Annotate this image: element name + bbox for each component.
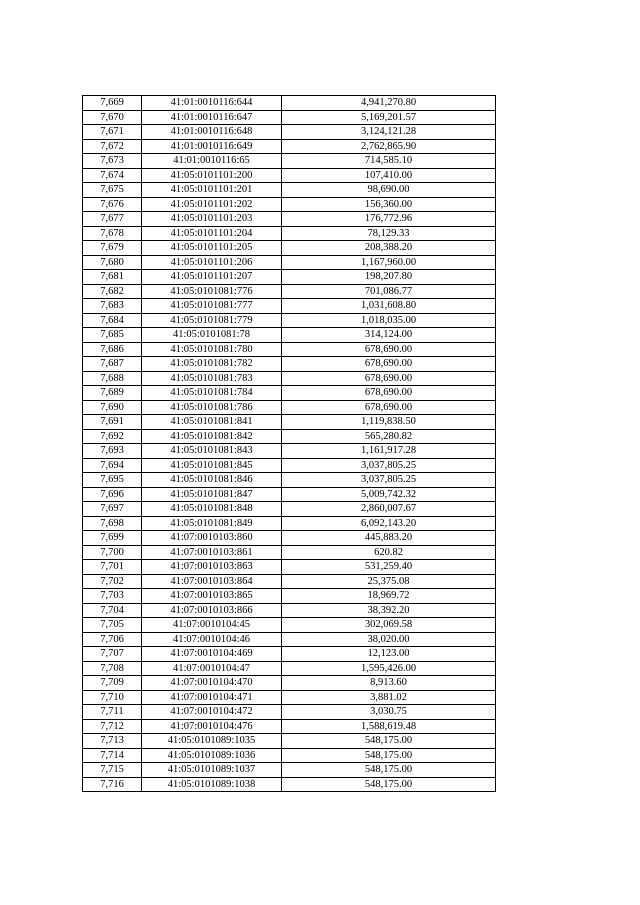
row-number-cell: 7,694: [83, 458, 142, 473]
row-number-cell: 7,715: [83, 763, 142, 778]
table-row: [83, 415, 496, 430]
row-number-cell: 7,672: [83, 139, 142, 154]
row-number-cell: 7,686: [83, 342, 142, 357]
table-row: [83, 168, 496, 183]
table-row: [83, 241, 496, 256]
row-number-cell: 7,678: [83, 226, 142, 241]
cadastral-number-cell: 41:05:0101081:78: [142, 328, 282, 343]
value-cell: 156,360.00: [282, 197, 496, 212]
cadastral-number-cell: 41:05:0101081:841: [142, 415, 282, 430]
cadastral-number-cell: 41:05:0101081:777: [142, 299, 282, 314]
value-cell: 18,969.72: [282, 589, 496, 604]
table-row: [83, 661, 496, 676]
table-row: [83, 545, 496, 560]
table-row: [83, 400, 496, 415]
cadastral-number-cell: 41:05:0101081:780: [142, 342, 282, 357]
cadastral-number-cell: 41:05:0101101:204: [142, 226, 282, 241]
value-cell: 176,772.96: [282, 212, 496, 227]
value-cell: 3,037,805.25: [282, 473, 496, 488]
table-row: [83, 589, 496, 604]
value-cell: 38,392.20: [282, 603, 496, 618]
row-number-cell: 7,692: [83, 429, 142, 444]
cadastral-number-cell: 41:01:0010116:648: [142, 125, 282, 140]
row-number-cell: 7,696: [83, 487, 142, 502]
row-number-cell: 7,669: [83, 96, 142, 111]
cadastral-number-cell: 41:05:0101081:786: [142, 400, 282, 415]
value-cell: 5,009,742.32: [282, 487, 496, 502]
cadastral-number-cell: 41:05:0101089:1035: [142, 734, 282, 749]
row-number-cell: 7,698: [83, 516, 142, 531]
table-row: [83, 313, 496, 328]
cadastral-number-cell: 41:07:0010104:472: [142, 705, 282, 720]
table-row: [83, 618, 496, 633]
table-row: [83, 502, 496, 517]
row-number-cell: 7,676: [83, 197, 142, 212]
row-number-cell: 7,706: [83, 632, 142, 647]
row-number-cell: 7,671: [83, 125, 142, 140]
cadastral-number-cell: 41:05:0101101:206: [142, 255, 282, 270]
value-cell: 314,124.00: [282, 328, 496, 343]
cadastral-number-cell: 41:05:0101081:847: [142, 487, 282, 502]
row-number-cell: 7,699: [83, 531, 142, 546]
cadastral-number-cell: 41:07:0010103:860: [142, 531, 282, 546]
value-cell: 678,690.00: [282, 400, 496, 415]
table-row: [83, 748, 496, 763]
row-number-cell: 7,679: [83, 241, 142, 256]
row-number-cell: 7,682: [83, 284, 142, 299]
value-cell: 5,169,201.57: [282, 110, 496, 125]
cadastral-number-cell: 41:07:0010104:469: [142, 647, 282, 662]
value-cell: 3,030.75: [282, 705, 496, 720]
value-cell: 38,020.00: [282, 632, 496, 647]
value-cell: 98,690.00: [282, 183, 496, 198]
row-number-cell: 7,705: [83, 618, 142, 633]
value-cell: 445,883.20: [282, 531, 496, 546]
cadastral-number-cell: 41:07:0010104:471: [142, 690, 282, 705]
table-row: [83, 676, 496, 691]
table-row: [83, 226, 496, 241]
cadastral-number-cell: 41:05:0101081:846: [142, 473, 282, 488]
cadastral-number-cell: 41:05:0101081:843: [142, 444, 282, 459]
table-row: [83, 125, 496, 140]
table-row: [83, 560, 496, 575]
cadastral-number-cell: 41:07:0010103:863: [142, 560, 282, 575]
cadastral-number-cell: 41:05:0101101:207: [142, 270, 282, 285]
table-row: [83, 690, 496, 705]
table-row: [83, 777, 496, 792]
cadastral-number-cell: 41:07:0010104:46: [142, 632, 282, 647]
value-cell: 8,913.60: [282, 676, 496, 691]
table-row: [83, 429, 496, 444]
cadastral-number-cell: 41:05:0101081:782: [142, 357, 282, 372]
cadastral-number-cell: 41:07:0010103:865: [142, 589, 282, 604]
cadastral-value-table: [82, 95, 496, 792]
cadastral-number-cell: 41:07:0010103:864: [142, 574, 282, 589]
row-number-cell: 7,680: [83, 255, 142, 270]
row-number-cell: 7,677: [83, 212, 142, 227]
row-number-cell: 7,685: [83, 328, 142, 343]
value-cell: 701,086.77: [282, 284, 496, 299]
value-cell: 2,860,007.67: [282, 502, 496, 517]
table-row: [83, 255, 496, 270]
value-cell: 548,175.00: [282, 777, 496, 792]
value-cell: 1,031,608.80: [282, 299, 496, 314]
row-number-cell: 7,708: [83, 661, 142, 676]
value-cell: 3,037,805.25: [282, 458, 496, 473]
table-row: [83, 197, 496, 212]
value-cell: 1,595,426.00: [282, 661, 496, 676]
cadastral-number-cell: 41:05:0101081:848: [142, 502, 282, 517]
cadastral-number-cell: 41:07:0010103:861: [142, 545, 282, 560]
row-number-cell: 7,707: [83, 647, 142, 662]
value-cell: 107,410.00: [282, 168, 496, 183]
cadastral-number-cell: 41:07:0010104:45: [142, 618, 282, 633]
value-cell: 1,588,619.48: [282, 719, 496, 734]
value-cell: 548,175.00: [282, 748, 496, 763]
table-row: [83, 154, 496, 169]
row-number-cell: 7,710: [83, 690, 142, 705]
table-row: [83, 531, 496, 546]
cadastral-number-cell: 41:05:0101101:203: [142, 212, 282, 227]
table-row: [83, 458, 496, 473]
table-row: [83, 473, 496, 488]
value-cell: 1,119,838.50: [282, 415, 496, 430]
row-number-cell: 7,689: [83, 386, 142, 401]
value-cell: 302,069.58: [282, 618, 496, 633]
value-cell: 548,175.00: [282, 734, 496, 749]
cadastral-number-cell: 41:05:0101081:842: [142, 429, 282, 444]
table-row: [83, 444, 496, 459]
row-number-cell: 7,697: [83, 502, 142, 517]
table-row: [83, 516, 496, 531]
cadastral-number-cell: 41:05:0101101:200: [142, 168, 282, 183]
row-number-cell: 7,714: [83, 748, 142, 763]
row-number-cell: 7,670: [83, 110, 142, 125]
cadastral-number-cell: 41:05:0101089:1036: [142, 748, 282, 763]
row-number-cell: 7,683: [83, 299, 142, 314]
cadastral-number-cell: 41:05:0101081:779: [142, 313, 282, 328]
value-cell: 714,585.10: [282, 154, 496, 169]
value-cell: 4,941,270.80: [282, 96, 496, 111]
cadastral-number-cell: 41:05:0101089:1038: [142, 777, 282, 792]
row-number-cell: 7,681: [83, 270, 142, 285]
table-row: [83, 299, 496, 314]
row-number-cell: 7,713: [83, 734, 142, 749]
table-row: [83, 719, 496, 734]
value-cell: 1,161,917.28: [282, 444, 496, 459]
row-number-cell: 7,702: [83, 574, 142, 589]
table-row: [83, 328, 496, 343]
value-cell: 12,123.00: [282, 647, 496, 662]
value-cell: 678,690.00: [282, 371, 496, 386]
value-cell: 678,690.00: [282, 342, 496, 357]
table-row: [83, 705, 496, 720]
row-number-cell: 7,701: [83, 560, 142, 575]
value-cell: 3,124,121.28: [282, 125, 496, 140]
table-row: [83, 357, 496, 372]
row-number-cell: 7,693: [83, 444, 142, 459]
value-cell: 531,259.40: [282, 560, 496, 575]
cadastral-number-cell: 41:05:0101081:849: [142, 516, 282, 531]
cadastral-number-cell: 41:05:0101081:845: [142, 458, 282, 473]
cadastral-number-cell: 41:07:0010104:47: [142, 661, 282, 676]
cadastral-number-cell: 41:07:0010104:470: [142, 676, 282, 691]
row-number-cell: 7,690: [83, 400, 142, 415]
row-number-cell: 7,684: [83, 313, 142, 328]
table-row: [83, 574, 496, 589]
row-number-cell: 7,704: [83, 603, 142, 618]
cadastral-number-cell: 41:05:0101101:201: [142, 183, 282, 198]
table-body: [83, 96, 496, 792]
cadastral-number-cell: 41:07:0010104:476: [142, 719, 282, 734]
table-row: [83, 763, 496, 778]
row-number-cell: 7,709: [83, 676, 142, 691]
table-row: [83, 487, 496, 502]
value-cell: 25,375.08: [282, 574, 496, 589]
row-number-cell: 7,691: [83, 415, 142, 430]
row-number-cell: 7,688: [83, 371, 142, 386]
value-cell: 548,175.00: [282, 763, 496, 778]
row-number-cell: 7,700: [83, 545, 142, 560]
value-cell: 6,092,143.20: [282, 516, 496, 531]
table-row: [83, 212, 496, 227]
row-number-cell: 7,675: [83, 183, 142, 198]
row-number-cell: 7,716: [83, 777, 142, 792]
cadastral-number-cell: 41:05:0101089:1037: [142, 763, 282, 778]
table-row: [83, 284, 496, 299]
table-row: [83, 96, 496, 111]
row-number-cell: 7,687: [83, 357, 142, 372]
cadastral-number-cell: 41:01:0010116:647: [142, 110, 282, 125]
table-row: [83, 270, 496, 285]
row-number-cell: 7,695: [83, 473, 142, 488]
value-cell: 208,388.20: [282, 241, 496, 256]
table-row: [83, 342, 496, 357]
table-row: [83, 734, 496, 749]
table-row: [83, 110, 496, 125]
row-number-cell: 7,674: [83, 168, 142, 183]
value-cell: 3,881.02: [282, 690, 496, 705]
value-cell: 678,690.00: [282, 386, 496, 401]
cadastral-number-cell: 41:05:0101081:783: [142, 371, 282, 386]
value-cell: 198,207.80: [282, 270, 496, 285]
value-cell: 1,018,035.00: [282, 313, 496, 328]
row-number-cell: 7,703: [83, 589, 142, 604]
cadastral-number-cell: 41:01:0010116:644: [142, 96, 282, 111]
cadastral-number-cell: 41:05:0101101:205: [142, 241, 282, 256]
row-number-cell: 7,711: [83, 705, 142, 720]
value-cell: 565,280.82: [282, 429, 496, 444]
row-number-cell: 7,712: [83, 719, 142, 734]
table-row: [83, 647, 496, 662]
value-cell: 2,762,865.90: [282, 139, 496, 154]
cadastral-number-cell: 41:01:0010116:649: [142, 139, 282, 154]
table-row: [83, 139, 496, 154]
row-number-cell: 7,673: [83, 154, 142, 169]
cadastral-number-cell: 41:05:0101101:202: [142, 197, 282, 212]
value-cell: 620.82: [282, 545, 496, 560]
value-cell: 678,690.00: [282, 357, 496, 372]
table-row: [83, 183, 496, 198]
value-cell: 78,129.33: [282, 226, 496, 241]
cadastral-number-cell: 41:05:0101081:776: [142, 284, 282, 299]
table-row: [83, 386, 496, 401]
table-row: [83, 603, 496, 618]
cadastral-number-cell: 41:01:0010116:65: [142, 154, 282, 169]
cadastral-number-cell: 41:05:0101081:784: [142, 386, 282, 401]
table-row: [83, 371, 496, 386]
value-cell: 1,167,960.00: [282, 255, 496, 270]
table-row: [83, 632, 496, 647]
cadastral-number-cell: 41:07:0010103:866: [142, 603, 282, 618]
